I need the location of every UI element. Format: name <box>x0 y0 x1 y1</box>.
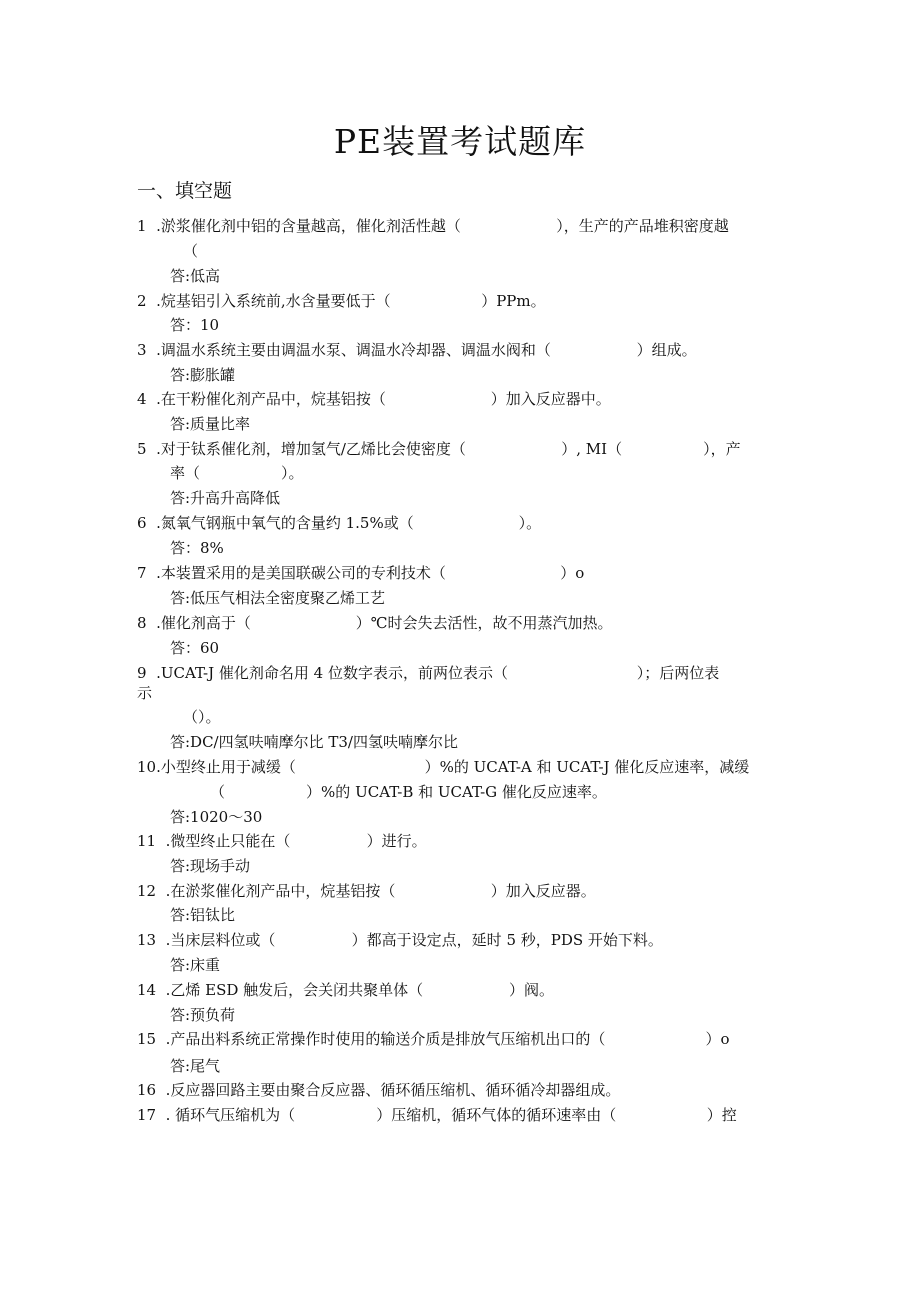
question-line: 率（ ）。 <box>170 464 304 482</box>
question-line: （ <box>183 242 199 260</box>
question-line: 15 .产品出料系统正常操作时使用的输送介质是排放气压缩机出口的（ ）o <box>137 1030 730 1048</box>
answer-line: 答:1020～30 <box>170 808 263 826</box>
answer-line: 答:质量比率 <box>170 415 251 433</box>
question-line: 12 .在淤浆催化剂产品中，烷基铝按（ ）加入反应器。 <box>137 882 596 900</box>
answer-line: 答:预负荷 <box>170 1006 236 1024</box>
answer-line: 答：10 <box>170 316 220 334</box>
question-line: 8 .催化剂高于（ ）℃时会失去活性，故不用蒸汽加热。 <box>137 614 613 632</box>
question-line: 11 .微型终止只能在（ ）进行。 <box>137 832 427 850</box>
question-line: 10.小型终止用于减缓（ ）%的 UCAT-A 和 UCAT-J 催化反应速率，减缓 <box>137 758 750 776</box>
question-line: 6 .氮氧气钢瓶中氧气的含量约 1.5%或（ ）。 <box>137 514 542 532</box>
answer-line: 答:升高升高降低 <box>170 489 281 507</box>
answer-line: 答:低高 <box>170 267 221 285</box>
question-line: 17 . 循环气压缩机为（ ）压缩机，循环气体的循环速率由（ ）控 <box>137 1106 737 1124</box>
question-line: 13 .当床层料位或（ ）都高于设定点，延时 5 秒，PDS 开始下料。 <box>137 931 663 949</box>
question-line: 1 .淤浆催化剂中铝的含量越高，催化剂活性越（ ），生产的产品堆积密度越 <box>137 217 729 235</box>
question-line: 5 .对于钛系催化剂，增加氢气/乙烯比会使密度（ ）, MI（ ），产 <box>137 440 741 458</box>
question-line: 3 .调温水系统主要由调温水泵、调温水冷却器、调温水阀和（ ）组成。 <box>137 341 697 359</box>
answer-line: 答:DC/四氢呋喃摩尔比 T3/四氢呋喃摩尔比 <box>170 733 458 751</box>
page-title: PE装置考试题库 <box>333 122 587 161</box>
question-line: 4 .在干粉催化剂产品中，烷基铝按（ ）加入反应器中。 <box>137 390 611 408</box>
question-line: 7 .本装置采用的是美国联碳公司的专利技术（ ）o <box>137 564 585 582</box>
section-heading: 一、填空题 <box>137 180 233 202</box>
question-line: （）。 <box>183 708 221 726</box>
question-line: 示 <box>137 684 153 702</box>
question-line: 2 .烷基铝引入系统前,水含量要低于（ ）PPm。 <box>137 292 546 310</box>
answer-line: 答：60 <box>170 639 220 657</box>
question-line: （ ）%的 UCAT-B 和 UCAT-G 催化反应速率。 <box>210 783 607 801</box>
question-line: 14 .乙烯 ESD 触发后，会关闭共聚单体（ ）阀。 <box>137 981 555 999</box>
question-line: 16 .反应器回路主要由聚合反应器、循环循压缩机、循环循冷却器组成。 <box>137 1081 621 1099</box>
answer-line: 答:铝钛比 <box>170 906 236 924</box>
answer-line: 答:现场手动 <box>170 857 251 875</box>
answer-line: 答:尾气 <box>170 1057 221 1075</box>
answer-line: 答:膨胀罐 <box>170 366 236 384</box>
question-line: 9 .UCAT-J 催化剂命名用 4 位数字表示，前两位表示（ ）；后两位表 <box>137 664 720 682</box>
answer-line: 答:低压气相法全密度聚乙烯工艺 <box>170 589 386 607</box>
answer-line: 答:床重 <box>170 956 221 974</box>
answer-line: 答：8% <box>170 539 224 557</box>
